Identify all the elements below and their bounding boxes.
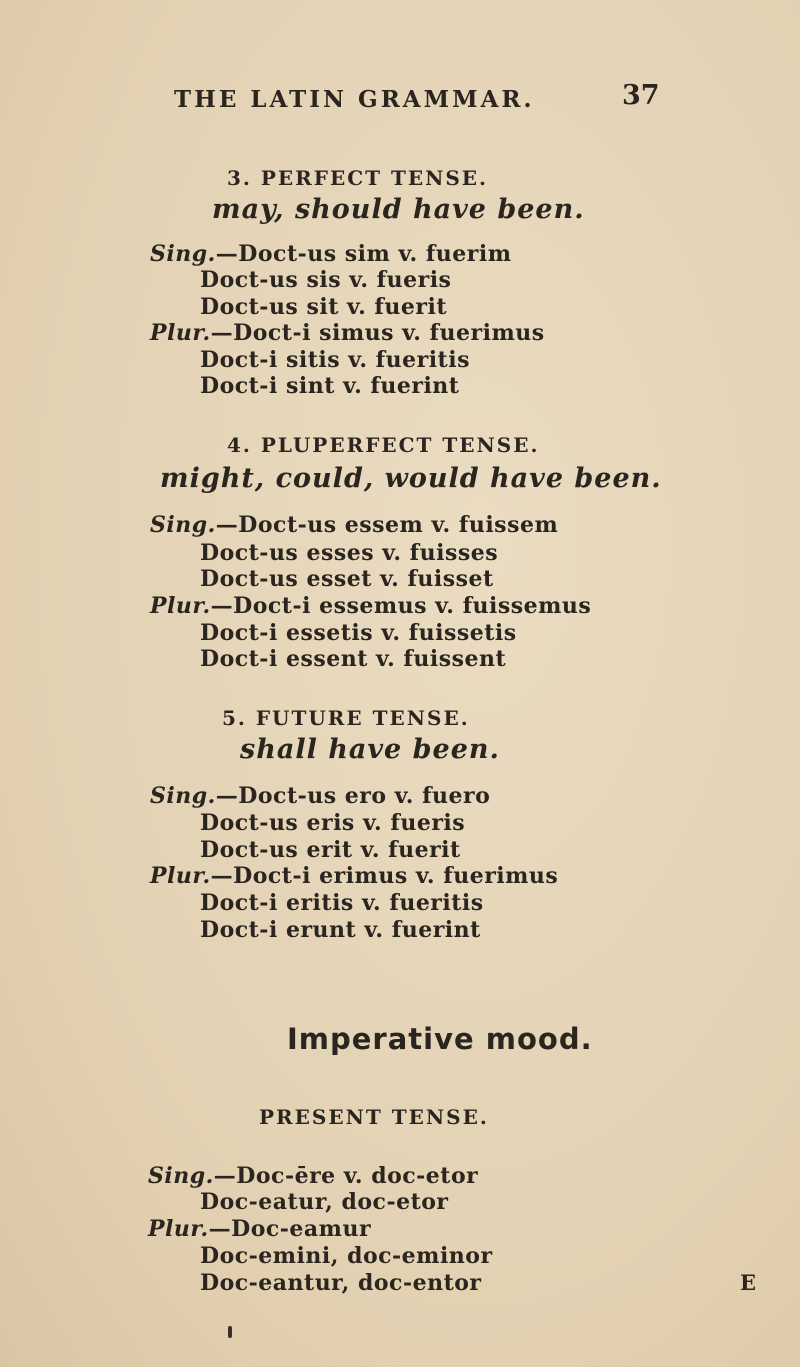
- number-label: Sing.: [150, 241, 216, 267]
- meaning-pluperfect: might, could, would have been.: [160, 463, 662, 494]
- number-label: Plur.: [150, 320, 211, 346]
- signature-mark: E: [740, 1270, 757, 1295]
- number-label: Sing.: [148, 1163, 214, 1189]
- section-title-future: 5. FUTURE TENSE.: [222, 706, 470, 730]
- conj-line: Doct-i sint v. fuerint: [200, 373, 460, 399]
- conj-line: [148, 1216, 371, 1242]
- line-text: —Doct-i essemus v. fuissemus: [210, 593, 592, 619]
- line-text: —Doct-us ero v. fuero: [215, 783, 491, 809]
- line-text: —Doct-us sim v. fuerim: [215, 241, 512, 267]
- line-text: —Doc-eamur: [208, 1216, 372, 1242]
- conj-line: [150, 512, 558, 538]
- number-label: Plur.: [150, 593, 211, 619]
- running-title: THE LATIN GRAMMAR.: [174, 86, 535, 113]
- conj-line: Doct-us erit v. fuerit: [200, 837, 461, 863]
- conj-line: [150, 241, 512, 267]
- meaning-future: shall have been.: [240, 734, 500, 765]
- conj-line: [150, 593, 591, 619]
- conj-line: Doc-emini, doc-eminor: [200, 1243, 493, 1269]
- conj-line: Doct-i eritis v. fueritis: [200, 890, 484, 916]
- conj-line: Doct-us eris v. fueris: [200, 810, 466, 836]
- number-label: Sing.: [150, 512, 216, 538]
- mood-heading: Imperative mood.: [287, 1022, 593, 1056]
- meaning-perfect: may, should have been.: [212, 194, 585, 225]
- conj-line: Doc-eantur, doc-entor: [200, 1270, 482, 1296]
- conj-line: Doct-us sit v. fuerit: [200, 294, 447, 320]
- conj-line: Doc-eatur, doc-etor: [200, 1189, 449, 1215]
- conj-line: Doct-i erunt v. fuerint: [200, 917, 481, 943]
- number-label: Sing.: [150, 783, 216, 809]
- section-title-perfect: 3. PERFECT TENSE.: [227, 166, 489, 190]
- conj-line: Doct-us esset v. fuisset: [200, 566, 494, 592]
- number-label: Plur.: [150, 863, 211, 889]
- conj-line: [150, 863, 558, 889]
- conj-line: [148, 1163, 478, 1189]
- conj-line: [150, 320, 545, 346]
- conj-line: Doct-us esses v. fuisses: [200, 540, 499, 566]
- section-title-pluperfect: 4. PLUPERFECT TENSE.: [227, 433, 540, 457]
- line-text: —Doct-i erimus v. fuerimus: [210, 863, 559, 889]
- page-number: 37: [622, 80, 660, 111]
- section-title-present: PRESENT TENSE.: [259, 1105, 489, 1129]
- number-label: Plur.: [148, 1216, 209, 1242]
- conj-line: [150, 783, 490, 809]
- conj-line: Doct-i essetis v. fuissetis: [200, 620, 517, 646]
- conj-line: Doct-i sitis v. fueritis: [200, 347, 470, 373]
- line-text: —Doct-i simus v. fuerimus: [210, 320, 545, 346]
- line-text: —Doc-ēre v. doc-etor: [213, 1163, 479, 1189]
- ink-speck: [228, 1326, 232, 1338]
- conj-line: Doct-us sis v. fueris: [200, 267, 452, 293]
- conj-line: Doct-i essent v. fuissent: [200, 646, 507, 672]
- line-text: —Doct-us essem v. fuissem: [215, 512, 559, 538]
